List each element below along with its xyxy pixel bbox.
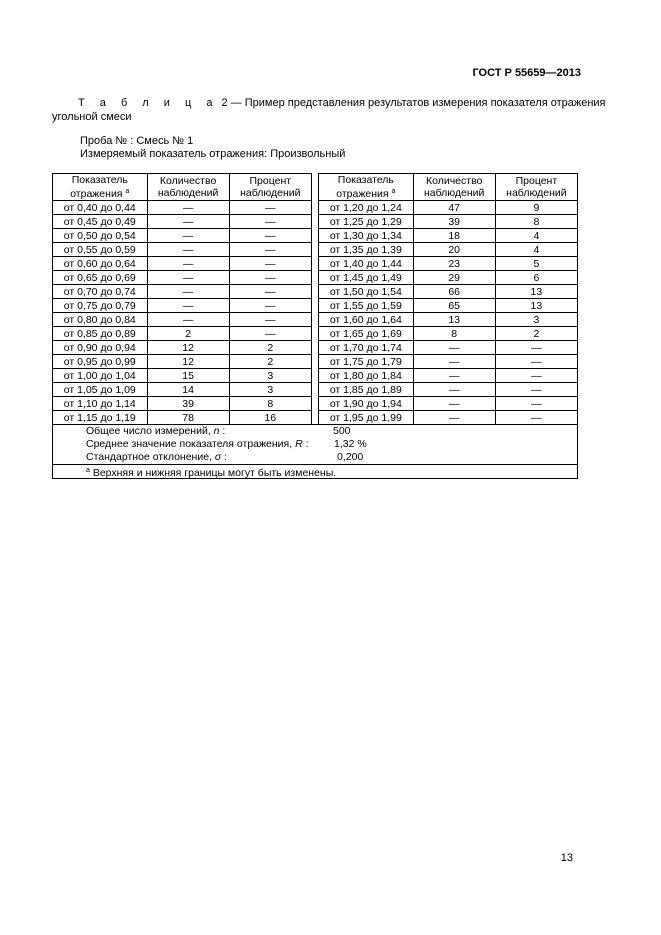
column-gap — [311, 174, 318, 201]
count-right: 18 — [413, 229, 495, 243]
percent-left: — — [229, 229, 311, 243]
table-row — [53, 257, 578, 271]
column-gap — [311, 397, 318, 411]
column-gap — [311, 411, 318, 425]
column-gap — [311, 383, 318, 397]
count-left: 12 — [147, 341, 229, 355]
caption-line-1 — [52, 96, 606, 110]
count-left: 15 — [147, 369, 229, 383]
reflectance-range-right: от 1,50 до 1,54 — [319, 285, 414, 299]
column-gap — [311, 327, 318, 341]
std-deviation-label: Стандартное отклонение, σ : — [86, 451, 228, 463]
header-reflectance-right: Показатель отражения $^а$ — [319, 174, 414, 201]
table-row — [53, 341, 578, 355]
reflectance-range-left: от 0,50 до 0,54 — [53, 229, 148, 243]
reflectance-range-right: от 1,70 до 1,74 — [319, 341, 414, 355]
table-row — [53, 271, 578, 285]
percent-right: — — [495, 411, 577, 425]
count-right: — — [413, 411, 495, 425]
table-footnote — [53, 464, 577, 478]
count-left: — — [147, 299, 229, 313]
reflectance-range-left: от 0,90 до 0,94 — [53, 341, 148, 355]
count-left: — — [147, 313, 229, 327]
column-gap — [311, 201, 318, 215]
caption-line-2: угольной смеси — [52, 111, 132, 123]
total-count-value: 500 — [333, 425, 351, 437]
percent-right: — — [495, 369, 577, 383]
count-left: — — [147, 243, 229, 257]
table-caption — [52, 96, 606, 124]
table-row — [53, 243, 578, 257]
reflectance-range-left: от 0,95 до 0,99 — [53, 355, 148, 369]
count-right: 29 — [413, 271, 495, 285]
reflectance-range-right: от 1,45 до 1,49 — [319, 271, 414, 285]
count-left: 12 — [147, 355, 229, 369]
table-row — [53, 215, 578, 229]
count-right: — — [413, 383, 495, 397]
reflectance-range-right: от 1,30 до 1,34 — [319, 229, 414, 243]
percent-left: — — [229, 285, 311, 299]
reflectance-range-right: от 1,25 до 1,29 — [319, 215, 414, 229]
column-gap — [311, 285, 318, 299]
table-row — [53, 411, 578, 425]
percent-left: — — [229, 327, 311, 341]
percent-right: 4 — [495, 243, 577, 257]
reflectance-range-right: от 1,90 до 1,94 — [319, 397, 414, 411]
table-row — [53, 327, 578, 341]
table-row — [53, 299, 578, 313]
reflectance-range-right: от 1,40 до 1,44 — [319, 257, 414, 271]
percent-right: — — [495, 397, 577, 411]
percent-left: 2 — [229, 355, 311, 369]
table-row — [53, 383, 578, 397]
percent-right: 8 — [495, 215, 577, 229]
header-percent-left: Процент наблюдений — [229, 174, 311, 201]
count-left: — — [147, 201, 229, 215]
count-left: 2 — [147, 327, 229, 341]
footnote-mark: а — [86, 467, 90, 474]
footnote-text: Верхняя и нижняя границы могут быть изменены. — [89, 467, 337, 479]
reflectance-type-line: Измеряемый показатель отражения: Произвольный — [80, 148, 346, 160]
count-right: — — [413, 355, 495, 369]
reflectance-range-right: от 1,65 до 1,69 — [319, 327, 414, 341]
mean-reflectance-value: 1,32 % — [334, 438, 367, 450]
column-gap — [311, 299, 318, 313]
percent-right: 5 — [495, 257, 577, 271]
header-reflectance-left: Показатель отражения $^а$ — [53, 174, 148, 201]
reflectance-range-left: от 1,15 до 1,19 — [53, 411, 148, 425]
sample-line: Проба № : Смесь № 1 — [80, 135, 194, 147]
percent-left: 3 — [229, 369, 311, 383]
reflectance-range-left: от 0,70 до 0,74 — [53, 285, 148, 299]
column-gap — [311, 215, 318, 229]
percent-right: — — [495, 341, 577, 355]
count-right: 66 — [413, 285, 495, 299]
count-right: 23 — [413, 257, 495, 271]
table-row — [53, 369, 578, 383]
percent-left: 3 — [229, 383, 311, 397]
reflectance-range-left: от 1,00 до 1,04 — [53, 369, 148, 383]
reflectance-range-right: от 1,95 до 1,99 — [319, 411, 414, 425]
table-row — [53, 201, 578, 215]
reflectance-range-left: от 0,55 до 0,59 — [53, 243, 148, 257]
reflectance-range-right: от 1,35 до 1,39 — [319, 243, 414, 257]
column-gap — [311, 369, 318, 383]
table-row — [53, 313, 578, 327]
percent-left: — — [229, 243, 311, 257]
count-right: — — [413, 369, 495, 383]
total-count-label: Общее число измерений, n : — [86, 425, 226, 437]
percent-right: 2 — [495, 327, 577, 341]
count-right: 13 — [413, 313, 495, 327]
percent-right: — — [495, 383, 577, 397]
std-deviation-row — [53, 451, 577, 464]
table-header-row — [53, 174, 578, 201]
total-count-row — [53, 425, 577, 438]
reflectance-range-right: от 1,60 до 1,64 — [319, 313, 414, 327]
reflectance-range-left: от 0,65 до 0,69 — [53, 271, 148, 285]
percent-left: 8 — [229, 397, 311, 411]
reflectance-range-right: от 1,80 до 1,84 — [319, 369, 414, 383]
count-right: 47 — [413, 201, 495, 215]
page-number: 13 — [560, 852, 573, 864]
count-left: 14 — [147, 383, 229, 397]
table-row — [53, 229, 578, 243]
reflectance-range-left: от 1,10 до 1,14 — [53, 397, 148, 411]
table-body — [53, 201, 578, 425]
percent-left: — — [229, 271, 311, 285]
results-table — [52, 173, 578, 479]
count-right: 65 — [413, 299, 495, 313]
reflectance-range-left: от 0,45 до 0,49 — [53, 215, 148, 229]
column-gap — [311, 257, 318, 271]
caption-number: 2 — [221, 97, 228, 109]
count-right: — — [413, 341, 495, 355]
mean-reflectance-row — [53, 438, 577, 451]
reflectance-range-left: от 0,60 до 0,64 — [53, 257, 148, 271]
percent-left: 16 — [229, 411, 311, 425]
percent-left: — — [229, 215, 311, 229]
column-gap — [311, 271, 318, 285]
totals-cell — [53, 425, 578, 479]
reflectance-range-left: от 1,05 до 1,09 — [53, 383, 148, 397]
header-count-right: Количество наблюдений — [413, 174, 495, 201]
percent-left: 2 — [229, 341, 311, 355]
percent-right: 13 — [495, 285, 577, 299]
table-row — [53, 397, 578, 411]
count-right: 20 — [413, 243, 495, 257]
reflectance-range-left: от 0,75 до 0,79 — [53, 299, 148, 313]
percent-left: — — [229, 257, 311, 271]
count-left: — — [147, 229, 229, 243]
percent-left: — — [229, 299, 311, 313]
count-left: 39 — [147, 397, 229, 411]
count-left: 78 — [147, 411, 229, 425]
column-gap — [311, 243, 318, 257]
caption-text-1: — Пример представления результатов измерения показателя отражения — [227, 97, 606, 109]
reflectance-range-right: от 1,85 до 1,89 — [319, 383, 414, 397]
count-left: — — [147, 215, 229, 229]
document-code: ГОСТ Р 55659—2013 — [472, 67, 581, 79]
percent-right: — — [495, 355, 577, 369]
percent-left: — — [229, 313, 311, 327]
percent-right: 3 — [495, 313, 577, 327]
header-percent-right: Процент наблюдений — [495, 174, 577, 201]
percent-right: 13 — [495, 299, 577, 313]
column-gap — [311, 313, 318, 327]
count-left: — — [147, 271, 229, 285]
totals-row — [53, 425, 578, 479]
header-count-left: Количество наблюдений — [147, 174, 229, 201]
count-left: — — [147, 257, 229, 271]
column-gap — [311, 229, 318, 243]
reflectance-range-left: от 0,80 до 0,84 — [53, 313, 148, 327]
percent-right: 9 — [495, 201, 577, 215]
reflectance-range-right: от 1,75 до 1,79 — [319, 355, 414, 369]
column-gap — [311, 341, 318, 355]
count-right: — — [413, 397, 495, 411]
percent-right: 6 — [495, 271, 577, 285]
percent-left: — — [229, 201, 311, 215]
table-row — [53, 355, 578, 369]
std-deviation-value: 0,200 — [337, 451, 364, 463]
reflectance-range-right: от 1,55 до 1,59 — [319, 299, 414, 313]
mean-reflectance-label: Среднее значение показателя отражения, R : — [86, 438, 309, 450]
reflectance-range-left: от 0,40 до 0,44 — [53, 201, 148, 215]
percent-right: 4 — [495, 229, 577, 243]
table-row — [53, 285, 578, 299]
count-left: — — [147, 285, 229, 299]
reflectance-range-right: от 1,20 до 1,24 — [319, 201, 414, 215]
count-right: 8 — [413, 327, 495, 341]
caption-label: Т а б л и ц а — [78, 97, 219, 109]
reflectance-range-left: от 0,85 до 0,89 — [53, 327, 148, 341]
column-gap — [311, 355, 318, 369]
count-right: 39 — [413, 215, 495, 229]
